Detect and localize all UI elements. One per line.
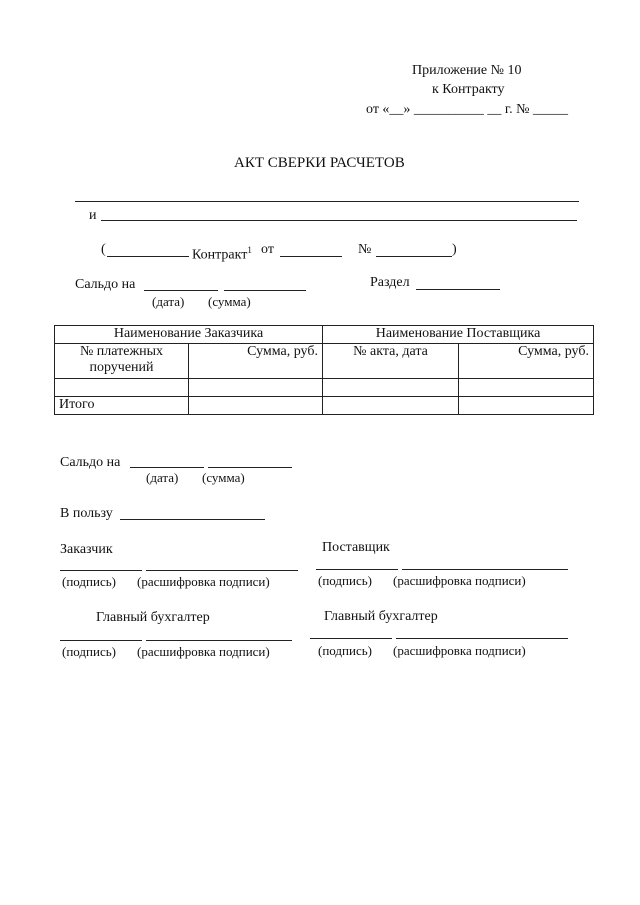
contract-date-number: от «__» __________ __ г. № _____ — [366, 102, 568, 117]
party-two-line — [101, 220, 577, 221]
customer-accountant-decoding-blank — [146, 640, 292, 641]
contract-close-paren: ) — [452, 242, 457, 257]
total-label: Итого — [55, 397, 189, 415]
sum-supplier-cell — [459, 379, 594, 397]
payment-orders-cell — [55, 379, 189, 397]
table-header-row — [55, 326, 594, 344]
customer-accountant-decoding-caption: (расшифровка подписи) — [137, 644, 270, 659]
supplier-accountant-signature-blank — [310, 638, 392, 639]
supplier-signature-blank — [316, 569, 398, 570]
supplier-label: Поставщик — [322, 540, 390, 555]
party-one-line — [75, 201, 579, 202]
customer-label: Заказчик — [60, 542, 113, 557]
contract-number-blank — [376, 256, 452, 257]
supplier-header: Наименование Поставщика — [323, 326, 594, 344]
section-blank — [416, 289, 500, 290]
to-contract-label: к Контракту — [432, 82, 505, 97]
sum-customer-cell — [189, 379, 323, 397]
and-label: и — [89, 208, 97, 223]
chief-accountant-supplier-label: Главный бухгалтер — [324, 609, 438, 624]
balance-bottom-sum-caption: (сумма) — [202, 470, 245, 485]
act-date-cell — [323, 379, 459, 397]
customer-header: Наименование Заказчика — [55, 326, 323, 344]
balance-bottom-date-caption: (дата) — [146, 470, 179, 485]
balance-top-sum-blank — [224, 290, 306, 291]
in-favor-blank — [120, 519, 265, 520]
total-sum-supplier-cell — [459, 397, 594, 415]
balance-top-date-caption: (дата) — [152, 294, 185, 309]
customer-signature-caption: (подпись) — [62, 574, 116, 589]
col-payment-orders: № платежных поручений — [55, 344, 189, 379]
contract-label: Контракт$^1$ — [192, 245, 252, 263]
balance-top-date-blank — [144, 290, 218, 291]
total-act-cell — [323, 397, 459, 415]
balance-top-label: Сальдо на — [75, 277, 136, 292]
balance-bottom-label: Сальдо на — [60, 455, 121, 470]
balance-bottom-date-blank — [130, 467, 204, 468]
in-favor-label: В пользу — [60, 506, 113, 521]
customer-decoding-blank — [146, 570, 298, 571]
table-total-row — [55, 397, 594, 415]
col-sum-supplier: Сумма, руб. — [459, 344, 594, 379]
col-sum-customer: Сумма, руб. — [189, 344, 323, 379]
supplier-signature-caption: (подпись) — [318, 573, 372, 588]
customer-accountant-signature-caption: (подпись) — [62, 644, 116, 659]
customer-decoding-caption: (расшифровка подписи) — [137, 574, 270, 589]
table-subheader-row — [55, 344, 594, 379]
supplier-decoding-caption: (расшифровка подписи) — [393, 573, 526, 588]
document-title: АКТ СВЕРКИ РАСЧЕТОВ — [234, 155, 405, 171]
contract-from-label: от — [261, 242, 274, 257]
supplier-decoding-blank — [402, 569, 568, 570]
footnote-marker: 1 — [247, 245, 252, 255]
supplier-accountant-signature-caption: (подпись) — [318, 643, 372, 658]
chief-accountant-customer-label: Главный бухгалтер — [96, 610, 210, 625]
contract-type-blank — [107, 256, 189, 257]
contract-number-label: № — [358, 242, 372, 257]
reconciliation-table — [54, 325, 594, 415]
col-act-date: № акта, дата — [323, 344, 459, 379]
supplier-accountant-decoding-caption: (расшифровка подписи) — [393, 643, 526, 658]
contract-date-blank — [280, 256, 342, 257]
section-label: Раздел — [370, 275, 410, 290]
customer-accountant-signature-blank — [60, 640, 142, 641]
appendix-number: Приложение № 10 — [412, 63, 522, 78]
balance-top-sum-caption: (сумма) — [208, 294, 251, 309]
contract-open-paren: ( — [101, 242, 106, 257]
supplier-accountant-decoding-blank — [396, 638, 568, 639]
customer-signature-blank — [60, 570, 142, 571]
table-row — [55, 379, 594, 397]
balance-bottom-sum-blank — [208, 467, 292, 468]
total-sum-customer-cell — [189, 397, 323, 415]
